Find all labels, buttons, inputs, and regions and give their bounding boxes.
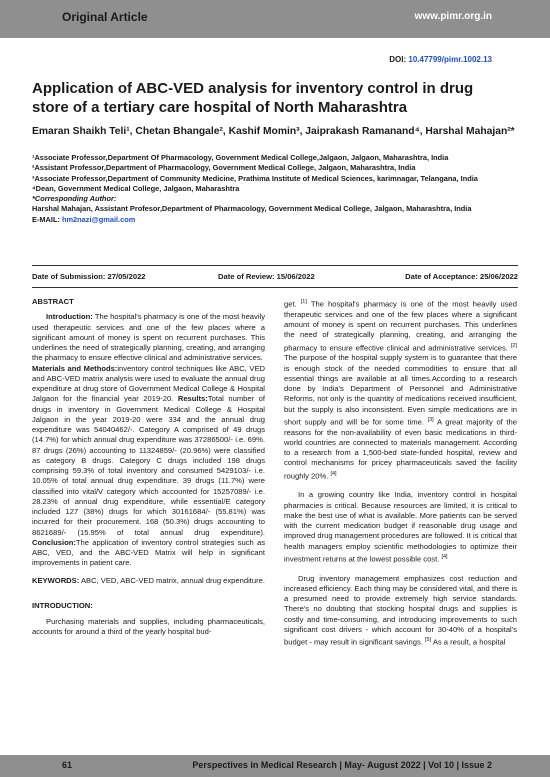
right-paragraph-3 — [284, 574, 517, 648]
article-title: Application of ABC-VED analysis for inventory control in drug store of a tertiary care hospital of North Maharashtra — [32, 80, 474, 116]
header-bar — [0, 0, 550, 38]
journal-website[interactable]: www.pimr.org.in — [414, 11, 492, 22]
right-paragraph-2 — [284, 490, 517, 564]
introduction-text: Purchasing materials and supplies, including pharmaceuticals, accounts for around a third of the yearly hospital bud- — [32, 617, 265, 637]
affiliations — [32, 153, 524, 225]
affiliation-3: ³Associate Professor,Department of Community Medicine, Prathima Institute of Medical Sciences, karimnagar, Telangana, India — [32, 173, 478, 183]
intro-text: The hospital's pharmacy is one of the most heavily used therapeutic services and one of the few places where a significant amount of money is spent on recurrent purchases. This underlines the need of strategically planning, creating, and arranging the pharmacy to ensure effective clinical and administrative services. — [32, 312, 265, 363]
abstract-introduction — [32, 312, 265, 363]
right-paragraph-1 — [284, 297, 517, 481]
keywords-text: ABC, VED, ABC-VED matrix, annual drug expenditure. — [79, 575, 265, 585]
affiliation-4: ⁴Dean, Government Medical College, Jalgaon, Maharashtra — [32, 183, 240, 193]
divider-bottom — [32, 287, 518, 288]
corresponding-author-details: Harshal Mahajan, Assistant Profesor,Department of Pharmacology, Government Medical College, Jalgaon, Maharashtra, India — [32, 204, 472, 214]
conclusion-text: The application of inventory control strategies such as ABC, VED, and the ABC-VED Matrix will help in significant improvements in patient care. — [32, 537, 265, 568]
methods-label: Materials and Methods: — [32, 363, 118, 373]
email-label: E-MAIL: — [32, 214, 62, 224]
p1-text-b: The hospital's pharmacy is one of the most heavily used therapeutic services and one of the few places where a significant amount of money is spent on recurrent purchases. This underlines the need of strategically planning, creating, and arranging the pharmacy to ensure effective clinical and administrative services. — [284, 299, 517, 353]
ref-3[interactable]: [3] — [427, 416, 434, 423]
right-column — [284, 297, 517, 648]
acceptance-date: Date of Acceptance: 25/06/2022 — [405, 272, 518, 281]
footer-bar — [0, 755, 550, 777]
ref-2[interactable]: [2] — [510, 342, 517, 349]
p3-text-b: As a result, a hospital — [431, 637, 506, 647]
p3-text-a: Drug inventory management emphasizes cost reduction and increased efficiency. Each thing may be considered vital, and there is a presumed need to provide extremely high service standards. There's no doubting that stocking hospital drugs and supplies is costly and time-consuming, and introducing improvements to such significant cost drivers - which account for 30-40% of a hospital's budget - may result in significant savings. — [284, 573, 517, 647]
ref-1[interactable]: [1] — [300, 299, 307, 305]
introduction-heading: INTRODUCTION: — [32, 600, 93, 610]
abstract-methods — [32, 364, 265, 569]
author-list: Emaran Shaikh Teli¹, Chetan Bhangale², Kashif Momin³, Jaiprakash Ramanand⁴, Harshal Mahajan²* — [32, 126, 515, 137]
corresponding-author-label: *Corresponding Author: — [32, 194, 117, 204]
ref-4[interactable]: [4] — [330, 470, 337, 477]
email-line — [32, 215, 524, 225]
ref-5[interactable]: [4] — [441, 553, 448, 560]
doi-prefix: DOI: — [389, 55, 407, 64]
left-column — [32, 297, 265, 638]
p2-text: In a growing country like India, inventory control in hospital pharmacies is critical. Because resources are limited, it is critical to make the best use of what is available. More patients can be served with the current medication budget if reasonable drug usage and improved drug management procedures are followed. It is critical that health managers employ scientific methodologies to optimize their investment returns at the lowest possible cost. — [284, 490, 517, 564]
conclusion-label: Conclusion: — [32, 537, 76, 547]
page-number: 61 — [62, 760, 73, 770]
methods-text: inventory control techniques like ABC, VED and ABC-VED matrix analysis were used to evaluate the annual drug expenditure at drug store of Government Medical College & Hospital Jalgaon for the financial year 2019-20. — [32, 363, 266, 404]
keywords-label: KEYWORDS: — [32, 575, 80, 585]
affiliation-1: ¹Associate Professor,Department Of Pharmacology, Government Medical College,Jalgaon, Jalgaon, Maharashtra, India — [32, 153, 449, 162]
results-text: Total number of drugs in inventory in Government Medical College & Hospital Jalgaon in the year 2019-20 were 334 and the annual drug expenditure was 54040462/-. Category A comprised of 49 drugs (14.7%) for which annual drug expenditure was 37286500/- i.e. 69%. 87 drugs (26%) accounting to 11324859/- (20.96%) were classified as category B drugs. Category C drugs included 198 drugs comprising 59.3% of total inventory and consumed 5429103/- i.e. 10.05% of total annual drug expenditure. 39 drugs (11.7%) were classified into vital/V category which accounted for 15257089/- i.e. 28.23% of annual drug expenditure, while essential/E category included 127 (38%) drugs for which 30161684/- (55.81%) was incurred for their procurement. 168 (50.3%) drugs accounting to 8621689/- (15.95% of total annual drug expenditure). — [32, 394, 265, 537]
keywords — [32, 576, 265, 586]
p1-text-d: A great majority of the reasons for the non-availability of even basic medications in third-world countries are connected to materials management. According to a research from a 1,500-bed state-funded hospital, review and control mechanisms for pricey pharmaceuticals saved the facility roughly 20%. — [284, 417, 517, 481]
abstract-heading: ABSTRACT — [32, 297, 74, 306]
p1-text-c: The purpose of the hospital supply system is to guarantee that there is enough stock of the needed commodities to ensure that all essential things are available at all times.According to a research done by India's Department of Personnel and Administrative Reforms, not only is the quantity of medications received insufficient, but the supply is also inconsistent. Even simple medications are in short supply and will be for some time. — [284, 353, 517, 427]
journal-citation: Perspectives in Medical Research | May- August 2022 | Vol 10 | Issue 2 — [192, 760, 492, 770]
doi-link[interactable]: 10.47799/pimr.1002.13 — [408, 55, 492, 64]
results-label: Results: — [177, 394, 208, 404]
intro-label: Introduction: — [46, 312, 93, 322]
submission-date: Date of Submission: 27/05/2022 — [32, 272, 146, 281]
article-type-label: Original Article — [62, 10, 148, 24]
p1-text-a: get. — [284, 299, 297, 309]
review-date: Date of Review: 15/06/2022 — [218, 272, 315, 281]
divider-top — [32, 265, 518, 266]
ref-6[interactable]: [5] — [425, 637, 432, 644]
affiliation-2: ²Assistant Professor,Department of Pharmacology, Government Medical College, Jalgaon, Maharashtra, India — [32, 163, 416, 173]
email-link[interactable]: hm2nazi@gmail.com — [61, 214, 136, 224]
doi-line — [389, 55, 492, 64]
